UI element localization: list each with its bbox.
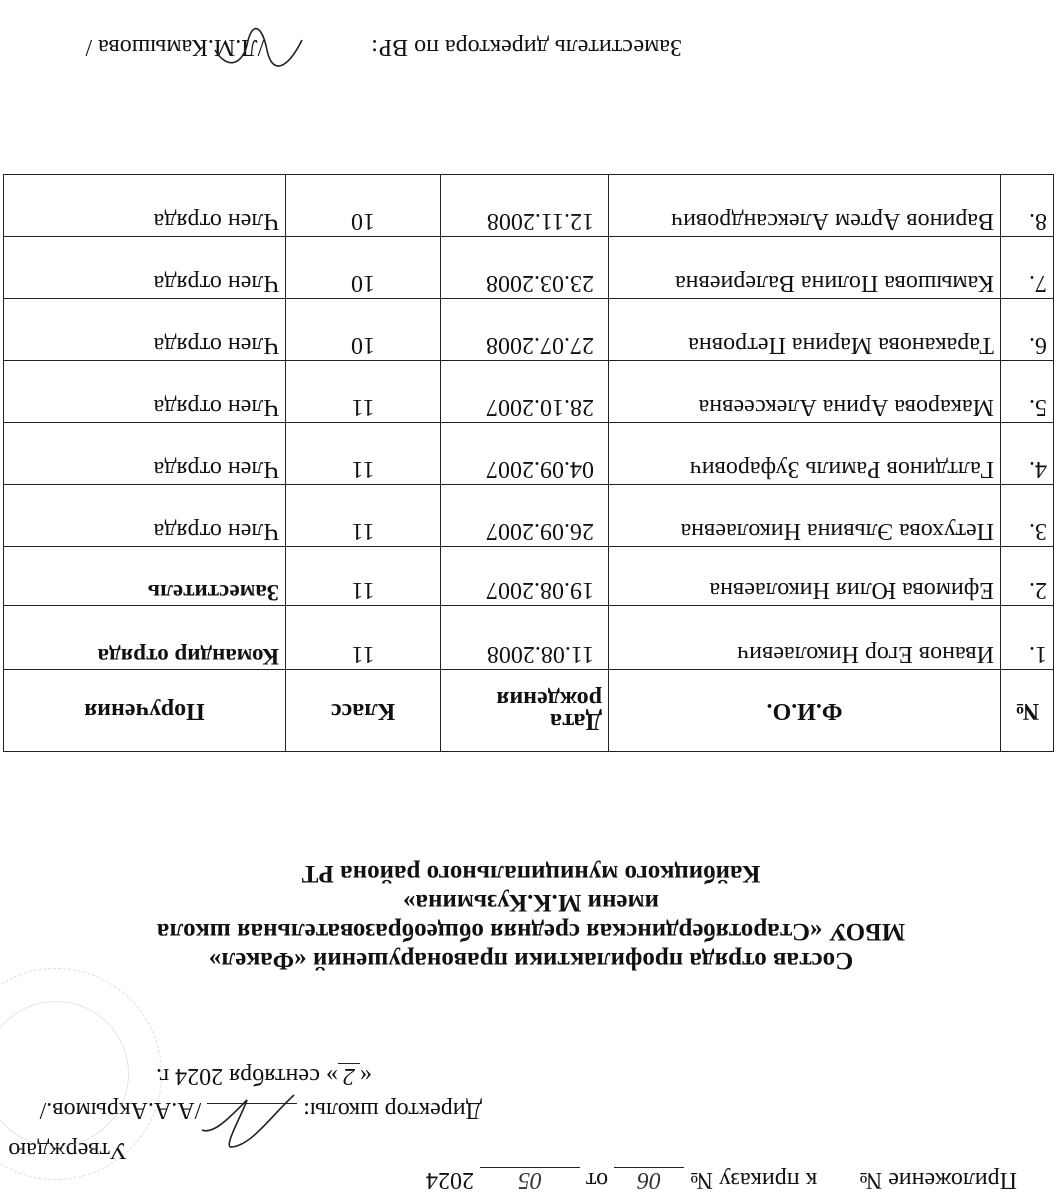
table-row: 4. Галтдинов Рамиль Зуфарович 04.09.2007 11 Член отряда [4, 423, 1054, 485]
title-line-4: Кайбицкого муниципального района РТ [301, 860, 761, 887]
appendix-to-order: к приказу № [690, 1167, 818, 1193]
approval-label: Утверждаю [8, 1137, 127, 1163]
header-dob: Дата рождения [441, 670, 609, 752]
squad-table [3, 174, 1054, 752]
deputy-label: Заместитель директора по ВР: [371, 34, 682, 60]
table-row: 5. Макарова Арина Алексеевна 28.10.2007 11 Член отряда [4, 361, 1054, 423]
director-name: /А.А.Акрымов./ [39, 1097, 202, 1123]
document-title [0, 859, 1062, 975]
title-line-1: Состав отряда профилактики правонарушений «Факел» [208, 947, 854, 974]
table-row: 7. Камышова Полина Валериевна 23.03.2008 10 Член отряда [4, 237, 1054, 299]
director-label: Директор школы: [303, 1097, 482, 1123]
school-stamp [0, 968, 162, 1180]
header-name: Ф.И.О. [609, 670, 1001, 752]
approval-day: 2 [338, 1063, 360, 1088]
deputy-line [85, 33, 682, 60]
table-row: 2. Ефимова Юлия Николаевна 19.08.2007 11 Заместитель [4, 547, 1054, 606]
header-class: Класс [286, 670, 441, 752]
table-header-row [4, 670, 1054, 752]
approval-date: «2» сентября 2024 г. [155, 1063, 372, 1089]
appendix-order-no: 06 [614, 1167, 684, 1192]
appendix-from: от [585, 1167, 609, 1193]
director-signature [192, 1085, 302, 1155]
title-line-3: имени М.К.Кузьмина» [403, 889, 659, 916]
appendix-prefix: Приложение № [859, 1167, 1017, 1193]
appendix-date-handwritten: 05 [480, 1167, 580, 1192]
deputy-signature [207, 10, 307, 80]
appendix-line [426, 1167, 1017, 1192]
header-role: Поручения [4, 670, 286, 752]
table-row: 3. Петухова Эльвина Николаевна 26.09.2007 11 Член отряда [4, 485, 1054, 547]
table-row: 6. Тараканова Марина Петровна 27.07.2008 10 Член отряда [4, 299, 1054, 361]
deputy-name: /Л.М.Камышова / [85, 34, 265, 60]
header-num: № [1001, 670, 1054, 752]
table-row: 1. Иванов Егор Николаевич 11.08.2008 11 Командир отряда [4, 606, 1054, 670]
title-line-2: МБОУ «Старотябердинская средняя общеобразовательная школа [156, 918, 906, 945]
table-row: 8. Варинов Артем Александрович 12.11.2008 10 Член отряда [4, 175, 1054, 237]
appendix-year: 2024 [425, 1167, 474, 1193]
